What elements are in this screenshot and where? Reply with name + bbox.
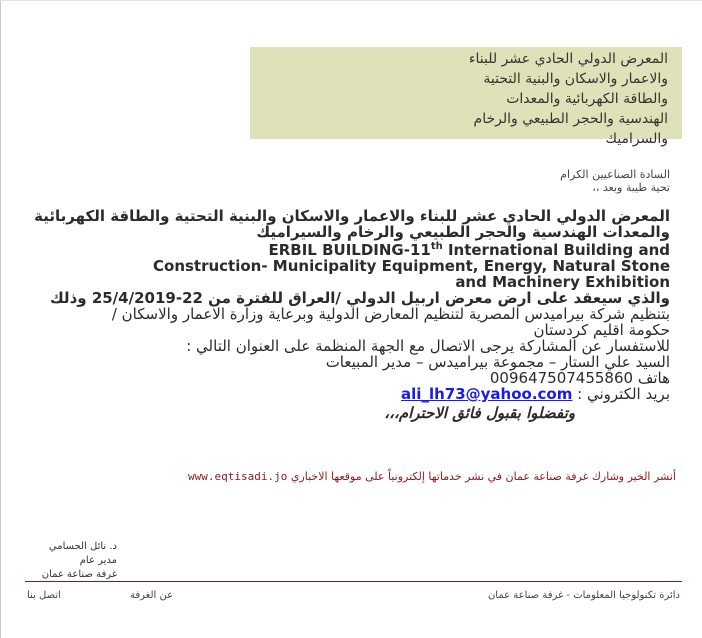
title-line: والسراميك <box>605 131 668 147</box>
footer-divider <box>25 581 682 582</box>
title-line: المعرض الدولي الحادي عشر للبناء <box>468 51 668 67</box>
email-line <box>30 386 670 402</box>
english-title-a: ERBIL BUILDING-11 <box>268 241 431 259</box>
english-title-line-1 <box>30 242 670 258</box>
salutation: السادة الصناعيين الكرام <box>560 168 670 181</box>
signature-role: مدير عام <box>79 555 117 566</box>
email-link[interactable]: ali_lh73@yahoo.com <box>401 385 573 403</box>
promo-text: أنشر الخير وشارك غرفة صناعة عمان في نشر خدماتها إلكترونياً على موقعها الاخباري <box>290 470 676 483</box>
signature-block <box>25 540 117 582</box>
greeting <box>560 168 670 194</box>
signature-name: د. نائل الحسامي <box>48 541 117 552</box>
english-title-line-3: and Machinery Exhibition <box>455 273 670 291</box>
body-line-5: حكومة اقليم كردستان <box>533 321 670 339</box>
english-title-sup: th <box>430 241 443 252</box>
english-title-line-2: Construction- Municipality Equipment, Energy, Natural Stone <box>153 257 670 275</box>
signature-org: غرفة صناعة عمان <box>41 569 117 580</box>
promo-site-link[interactable]: www.eqtisadi.jo <box>187 470 288 483</box>
email-label: بريد الكتروني : <box>577 385 670 403</box>
title-line: والاعمار والاسكان والبنية التحتية <box>483 71 668 87</box>
footer-contact-link[interactable]: اتصل بنا <box>27 590 61 601</box>
frame-left-border <box>0 0 1 638</box>
closing-line: وتفضلوا بقبول فائق الاحترام،،، <box>384 404 575 422</box>
regards: تحية طيبة وبعد ،، <box>592 181 670 194</box>
letter-body <box>30 208 670 421</box>
title-line: الهندسية والحجر الطبيعي والرخام <box>473 111 668 127</box>
footer-about-link[interactable]: عن الغرفة <box>130 590 174 601</box>
exhibition-title-box <box>250 47 682 147</box>
frame-top-border <box>0 0 702 1</box>
phone-line: هاتف 009647507455860 <box>489 369 670 387</box>
english-title-b: International Building and <box>442 241 670 259</box>
body-line-6: للاستفسار عن المشاركة يرجى الاتصال مع الجهة المنظمة على العنوان التالي : <box>186 337 670 355</box>
body-line-2: والمعدات الهندسية والحجر الطبيعي والرخام والسيراميك <box>256 223 670 241</box>
body-line-7: السيد علي الستار – مجموعة بيراميدس – مدير المبيعات <box>325 353 670 371</box>
body-line-1: المعرض الدولي الحادي عشر للبناء والاعمار والاسكان والبنية التحتية والطاقة الكهربائية <box>34 207 670 225</box>
body-line-3: والذي سيعقد على ارض معرض اربيل الدولي /العراق للفترة من 22-25/4/2019 وذلك <box>49 289 670 307</box>
title-line: والطاقة الكهربائية والمعدات <box>506 91 668 107</box>
promo-line <box>188 470 676 483</box>
footer-dept: دائرة تكنولوجيا المعلومات - غرفة صناعة عمان <box>487 590 680 601</box>
body-line-4: بتنظيم شركة بيراميدس المصرية لتنظيم المعارض الدولية وبرعاية وزارة الاعمار والاسكان / <box>111 305 670 323</box>
